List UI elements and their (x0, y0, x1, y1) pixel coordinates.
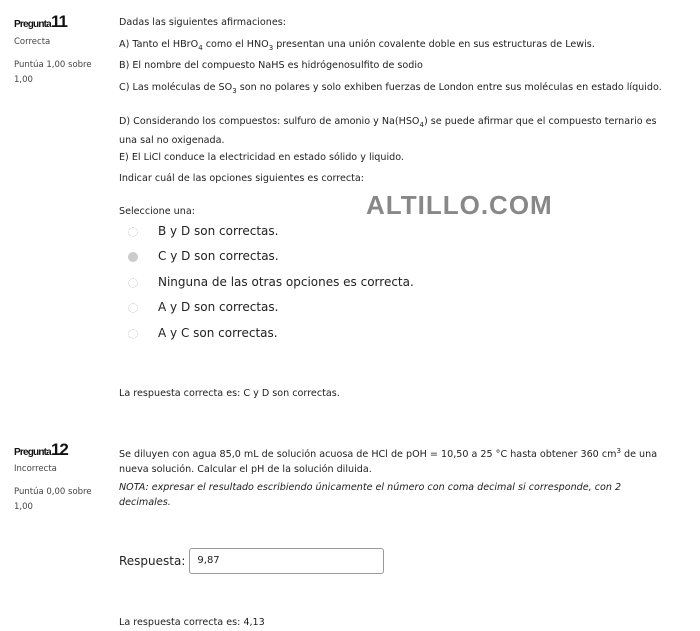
question-12-title (14, 440, 68, 460)
question-intro: Dadas las siguientes afirmaciones: (119, 17, 287, 28)
radio-button[interactable] (128, 278, 138, 288)
question-score: Puntúa 1,00 sobre 1,00 (14, 60, 92, 85)
statement-d: D) Considerando los compuestos: sulfuro de amonio y $Na(HSO_4)$ se puede afirmar que el compuesto ternario es una sal no oxigenada. (119, 116, 657, 146)
question-prompt: Indicar cuál de las opciones siguientes es correcta: (119, 173, 365, 184)
statement-c: C) Las moléculas de $SO_3$ son no polares y solo exhiben fuerzas de London entre sus moléculas en estado líquido. (119, 82, 662, 95)
radio-button-selected[interactable] (128, 252, 138, 262)
question-note: NOTA: expresar el resultado escribiendo únicamente el número con coma decimal si corresponde, con 2 decimales. (119, 482, 622, 508)
radio-button[interactable] (128, 329, 138, 339)
question-label: Pregunta (14, 19, 51, 30)
question-status: Correcta (14, 37, 51, 47)
radio-button[interactable] (128, 303, 138, 313)
option-1[interactable]: B y D son correctas. (158, 224, 278, 238)
statement-a: A) Tanto el HBrO$_4$ como el $HNO_3$ presentan una unión covalente doble en sus estructuras de Lewis. (119, 39, 595, 52)
response-input[interactable]: 9,87 (189, 548, 384, 574)
correct-answer: La respuesta correcta es: 4,13 (119, 617, 265, 628)
question-score: Puntúa 0,00 sobre 1,00 (14, 487, 92, 512)
option-3[interactable]: Ninguna de las otras opciones es correcta. (158, 275, 414, 289)
statement-b: B) El nombre del compuesto NaHS es hidrógenosulfito de sodio (119, 60, 423, 71)
response-label: Respuesta: (119, 554, 186, 568)
response-row (119, 548, 384, 574)
question-11-title (14, 12, 67, 32)
watermark: ALTILLO.COM (366, 190, 553, 220)
radio-button[interactable] (128, 227, 138, 237)
question-number: 11 (50, 12, 67, 31)
option-5[interactable]: A y C son correctas. (158, 326, 278, 340)
question-label: Pregunta (14, 447, 51, 458)
option-2[interactable]: C y D son correctas. (158, 249, 279, 263)
statement-e: E) El LiCl conduce la electricidad en estado sólido y liquido. (119, 152, 404, 163)
option-4[interactable]: A y D son correctas. (158, 300, 278, 314)
select-label: Seleccione una: (119, 206, 195, 217)
question-text: Se diluyen con agua 85,0 mL de solución acuosa de HCl de pOH = 10,50 a 25 °C hasta obtener 360 $cm^3$ de una nueva solución. Calcular el pH de la solución diluida. (119, 447, 658, 476)
correct-answer: La respuesta correcta es: C y D son correctas. (119, 388, 340, 399)
question-number: 12 (50, 440, 68, 459)
question-status: Incorrecta (14, 464, 57, 474)
